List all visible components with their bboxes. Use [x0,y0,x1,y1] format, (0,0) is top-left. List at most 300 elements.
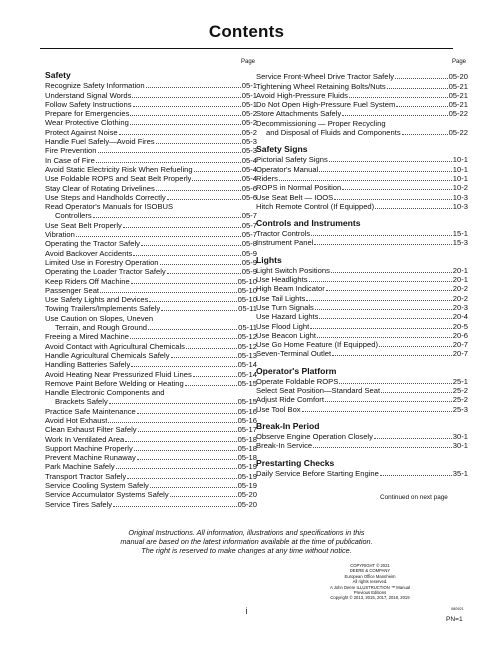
dot-leader [148,329,237,330]
toc-entry-page: 05-19 [237,471,257,481]
toc-entry [45,407,257,416]
dot-leader [339,383,451,384]
toc-entry [45,100,257,109]
toc-entry [256,109,468,118]
toc-entry-title: Use Headlights [256,275,308,285]
toc-entry [256,238,468,247]
toc-entry-page: 05-10 [237,285,257,295]
dot-leader [309,281,452,282]
toc-entry [45,258,257,267]
toc-entry-page: 05-16 [237,406,257,416]
toc-entry-title: Passenger Seat [45,285,100,295]
toc-entry-title: Park Machine Safely [45,462,115,472]
toc-entry-title: Service Front-Wheel Drive Tractor Safely [256,72,394,82]
toc-entry [45,397,257,406]
toc-entry-page: 05-11 [238,323,257,333]
toc-entry-title: Operating the Loader Tractor Safely [45,267,166,277]
toc-entry-title: Avoid Backover Accidents [45,248,133,258]
dot-leader [130,115,240,116]
toc-entry-title: Use Turn Signals [256,302,314,312]
toc-entry-title: Follow Safety Instructions [45,99,132,109]
page-column-label: Page [240,59,255,65]
toc-entry [256,469,468,478]
toc-entry-title: Handle Fuel Safely—Avoid Fires [45,137,155,147]
toc-entry [256,294,468,303]
toc-entry-title: Use Tool Box [256,404,301,414]
toc-entry-title: Decommissioning — Proper Recycling [256,118,386,128]
toc-entry [45,267,257,276]
dot-leader [332,355,452,356]
toc-entry-page: 10-1 [452,155,468,165]
toc-entry-title: Work In Ventilated Area [45,434,125,444]
toc-entry-page: 20-4 [452,312,468,322]
toc-entry [45,379,257,388]
dot-leader [319,318,451,319]
toc-entry-title: High Beam Indicator [256,284,325,294]
toc-entry-title: Light Switch Positions [256,265,330,275]
toc-section-heading: Prestarting Checks [256,457,335,468]
toc-entry [256,275,468,284]
dot-leader [167,199,241,200]
toc-entry-title: Vibration [45,230,75,240]
toc-entry [45,490,257,499]
dot-leader [314,244,451,245]
toc-entry-title: Read Operator's Manuals for ISOBUS [45,202,174,212]
toc-entry [45,425,257,434]
toc-entry-title: Fire Prevention [45,146,97,156]
toc-entry-page: 05-21 [448,81,468,91]
dot-leader [375,208,452,209]
toc-entry-page: 05-18 [237,443,257,453]
copyright-line: All rights reserved. [352,579,388,585]
toc-entry-title: Support Machine Properly [45,443,133,453]
dot-leader [100,292,237,293]
page-column-label: Page [451,59,466,65]
toc-entry [256,377,468,386]
toc-entry-page: 05-2 [241,109,257,119]
toc-entry [256,266,468,275]
toc-entry-page: 05-2 [241,127,257,137]
dot-leader [108,422,236,423]
toc-entry-page: 05-19 [237,481,257,491]
toc-entry-page: 10-1 [452,173,468,183]
toc-entry-page: 05-21 [448,90,468,100]
toc-entry [256,331,468,340]
dot-leader [116,468,237,469]
dot-leader [317,337,452,338]
toc-entry-page: 05-1 [241,81,257,91]
dot-leader [342,115,447,116]
toc-entry-title: Seven-Terminal Outlet [256,349,332,359]
dot-leader [380,475,452,476]
dot-leader [133,106,241,107]
toc-entry-title: Keep Riders Off Machine [45,276,130,286]
toc-section [256,255,468,359]
dot-leader [127,478,236,479]
toc-entry-page: 05-15 [237,378,257,388]
toc-entry-page: 25-1 [452,376,468,386]
dot-leader [192,180,240,181]
dot-leader [123,227,241,228]
toc-section-heading: Lights [256,254,282,265]
toc-entry-page: 20-6 [452,330,468,340]
toc-entry-page: 05-8 [241,239,257,249]
toc-entry-page: 05-14 [237,360,257,370]
dot-leader [132,97,240,98]
toc-entry-title: Handle Agricultural Chemicals Safely [45,350,170,360]
dot-leader [310,328,452,329]
toc-entry-title: ROPS in Normal Position [256,183,342,193]
dot-leader [379,346,452,347]
dot-leader [150,487,237,488]
toc-entry-title: Clean Exhaust Filter Safely [45,425,137,435]
toc-entry-page: 05-6 [241,192,257,202]
toc-entry-page: 20-2 [452,293,468,303]
toc-entry-title: Service Tires Safely [45,499,113,509]
continued-note: Continued on next page [380,494,448,501]
toc-entry [45,472,257,481]
toc-section [256,366,468,414]
toc-entry-title: Prevent Machine Runaway [45,453,136,463]
dot-leader [374,438,452,439]
dot-leader [319,171,452,172]
toc-entry [45,193,257,202]
toc-entry [45,156,257,165]
toc-entry-title: Protect Against Noise [45,127,118,137]
dot-leader [96,162,241,163]
toc-sections [45,70,257,509]
toc-entry [45,286,257,295]
toc-entry-page: 20-1 [452,265,468,275]
dot-leader [313,447,452,448]
toc-entry-title: Use Caution on Slopes, Uneven [45,313,154,323]
dot-leader [131,283,237,284]
toc-entry-title: Freeing a Mired Machine [45,332,129,342]
toc-entry-page: 05-9 [241,248,257,258]
toc-entry-title-cont: Brackets Safely [55,397,108,407]
toc-entry-title: Instrument Panel [256,238,314,248]
toc-entry [256,312,468,321]
toc-section-heading: Operator's Platform [256,365,337,376]
toc-entry-title: Handle Electronic Components and [45,388,165,398]
toc-entry [45,249,257,258]
toc-entry [45,342,257,351]
toc-entry [256,165,468,174]
toc-entry-page: 05-9 [241,267,257,277]
copyright-line: European Office Mannheim [344,573,396,579]
dot-leader [156,190,241,191]
toc-entry [256,72,468,81]
dot-leader [349,97,448,98]
notice-line: manual are based on the latest information available at the time of publication. [120,537,373,547]
toc-entry-title: Use Seat Belt — IOOS [256,192,334,202]
toc-entry-page: 05-3 [241,137,257,147]
toc-entry-title: Stay Clear of Rotating Drivelines [45,183,155,193]
dot-leader [76,236,241,237]
toc-entry [45,295,257,304]
toc-entry-page: 05-12 [237,332,257,342]
toc-entry [256,405,468,414]
toc-entry [45,118,257,127]
toc-entry-title: Transport Tractor Safely [45,471,127,481]
dot-leader [160,264,241,265]
toc-entry [256,91,468,100]
toc-entry [45,453,257,462]
dot-leader [193,376,237,377]
toc-entry [256,349,468,358]
toc-entry-title: Hitch Remote Control (If Equipped) [256,201,375,211]
toc-section [256,144,468,211]
dot-leader [130,338,237,339]
toc-entry [45,332,257,341]
dot-leader [109,403,237,404]
toc-entry [45,137,257,146]
toc-entry-title: Service Accumulator Systems Safely [45,490,169,500]
toc-entry-title-cont: Terrain, and Rough Ground [55,323,148,333]
toc-entry [45,128,257,137]
toc-entry [45,146,257,155]
toc-entry [45,81,257,90]
toc-entry-page: 20-2 [452,284,468,294]
toc-entry-page: 05-20 [237,490,257,500]
toc-entry-title: Service Cooling System Safely [45,481,149,491]
toc-entry-page: 25-3 [452,404,468,414]
toc-entry [256,395,468,404]
toc-section-heading: Break-In Period [256,420,320,431]
page-title: Contents [208,22,285,41]
toc-entry [45,323,257,332]
toc-entry-page: 05-4 [241,174,257,184]
dot-leader [137,413,237,414]
toc-entry-page: 05-20 [237,499,257,509]
toc-entry-title: Avoid Static Electricity Risk When Refueling [45,164,193,174]
toc-entry-page: 05-7 [241,220,257,230]
toc-entry-title: Use Seat Belt Properly [45,220,122,230]
toc-entry [256,183,468,192]
toc-entry-page: 05-7 [241,230,257,240]
toc-entry-title: Operate Foldable ROPS [256,376,339,386]
toc-entry-page: 20-3 [452,302,468,312]
toc-entry-title: Recognize Safety Information [45,81,145,91]
dot-leader [125,441,236,442]
dot-leader [342,189,452,190]
dot-leader [186,348,237,349]
toc-entry-page: 15-3 [452,238,468,248]
toc-entry-page: 35-1 [452,468,468,478]
dot-leader [334,199,452,200]
toc-section [256,421,468,451]
dot-leader [387,88,448,89]
toc-entry-page: 05-4 [241,164,257,174]
toc-entry-title: Wear Protective Clothing [45,118,129,128]
toc-section [256,72,468,137]
toc-entry-page: 05-1 [241,99,257,109]
toc-entry-title: Observe Engine Operation Closely [256,431,373,441]
toc-entry-title: Use Beacon Light [256,330,316,340]
toc-entry-title: Pictorial Safety Signs [256,155,328,165]
toc-entry-page: 05-14 [237,369,257,379]
dot-leader [170,496,237,497]
toc-entry-page: 05-21 [448,100,468,110]
toc-entry [256,82,468,91]
toc-entry-page: 05-11 [238,304,257,314]
toc-entry [45,239,257,248]
toc-entry-title: Limited Use in Forestry Operation [45,257,159,267]
dot-leader [329,161,452,162]
toc-entry-title: Towing Trailers/Implements Safely [45,304,161,314]
toc-entry-page: 05-6 [241,183,257,193]
toc-entry-page: 05-2 [241,118,257,128]
dot-leader [395,78,448,79]
dot-leader [149,301,236,302]
copyright-line: Copyright © 2013, 2015, 2017, 2018, 2019 [330,595,410,601]
toc-entry [256,193,468,202]
document-id: 080921 [451,607,464,611]
toc-entry-page: 05-1 [241,90,257,100]
page-folio: i [245,606,248,616]
toc-section-heading: Safety [45,70,71,81]
toc-entry-title: Avoid Heating Near Pressurized Fluid Lines [45,369,192,379]
pn-number: PN=1 [446,616,463,623]
toc-entry-title-cont: and Disposal of Fluids and Components [266,128,401,138]
dot-leader [325,401,452,402]
toc-section-heading: Controls and Instruments [256,218,361,229]
dot-leader [279,180,452,181]
toc-entry-page: 05-16 [237,415,257,425]
toc-entry-title: Use Flood Light [256,321,310,331]
toc-entry-page: 20-7 [452,349,468,359]
dot-leader [146,87,241,88]
dot-leader [306,300,452,301]
notice-line: The right is reserved to make changes at any time without notice. [141,546,352,556]
dot-leader [161,310,237,311]
dot-leader [326,290,452,291]
toc-entry-page: 15-1 [452,229,468,239]
toc-entry [256,386,468,395]
toc-entry-page: 05-22 [448,128,468,138]
toc-entry-page: 30-1 [452,431,468,441]
toc-entry [256,155,468,164]
toc-entry-page: 05-3 [241,146,257,156]
toc-entry-title: Use Tail Lights [256,293,306,303]
toc-entry-page: 05-4 [241,155,257,165]
dot-leader [331,272,452,273]
toc-entry [45,165,257,174]
toc-entry [45,481,257,490]
toc-entry-title: Prepare for Emergencies [45,109,130,119]
toc-entry [45,444,257,453]
toc-entry-title: Adjust Ride Comfort [256,395,324,405]
toc-entry-title: Operator's Manual [256,164,319,174]
toc-entry-page: 05-18 [237,453,257,463]
toc-entry [256,284,468,293]
toc-section-heading: Safety Signs [256,144,308,155]
toc-entry-page: 05-18 [237,434,257,444]
toc-entry-page: 05-15 [237,397,257,407]
toc-entry [45,221,257,230]
dot-leader [156,143,241,144]
toc-entry [256,303,468,312]
toc-entry-title: Practice Safe Maintenance [45,406,136,416]
toc-entry-page: 05-22 [448,109,468,119]
dot-leader [194,171,241,172]
toc-entry-title: Use Steps and Handholds Correctly [45,192,166,202]
dot-leader [171,357,237,358]
dot-leader [141,245,241,246]
toc-entry-title: Use Foldable ROPS and Seat Belt Properly [45,174,192,184]
toc-entry [256,174,468,183]
toc-entry-page: 05-10 [237,276,257,286]
toc-entry-page: 20-5 [452,321,468,331]
toc-entry-page: 05-19 [237,462,257,472]
toc-entry-page: 20-1 [452,275,468,285]
toc-entry-page: 25-2 [452,395,468,405]
toc-entry-page: 05-9 [241,257,257,267]
toc-entry-title: Operating the Tractor Safely [45,239,140,249]
toc-entry-page: 05-13 [237,350,257,360]
toc-entry-title: Avoid High-Pressure Fluids [256,90,348,100]
dot-leader [133,255,241,256]
toc-entry-page: 05-10 [237,295,257,305]
toc-entry-title: Use Hazard Lights [256,312,319,322]
toc-entry-title: Store Attachments Safely [256,109,342,119]
toc-entry-page: 05-12 [237,341,257,351]
toc-entry-page: 30-1 [452,441,468,451]
toc-entry-page: 25-2 [452,386,468,396]
toc-right-column [256,58,468,485]
toc-entry-page: 10-3 [452,201,468,211]
toc-sections [256,72,468,478]
toc-entry-title: Daily Service Before Starting Engine [256,468,379,478]
dot-leader [402,134,448,135]
toc-entry-title: Remove Paint Before Welding or Heating [45,378,184,388]
toc-entry [45,370,257,379]
copyright-line: A John Deere ILLUSTRUCTION ™ Manual [329,584,411,590]
toc-entry [256,128,468,137]
dot-leader [185,385,237,386]
toc-entry-title: Handling Batteries Safely [45,360,131,370]
toc-entry-title: Use Safety Lights and Devices [45,295,149,305]
toc-entry-title: Tractor Controls [256,229,311,239]
toc-entry-title: Riders [256,173,278,183]
notice-line: Original Instructions. All information, illustrations and specifications in this [128,528,365,537]
toc-entry-page: 05-7 [241,211,257,221]
toc-section [45,70,257,509]
toc-entry-title: In Case of Fire [45,155,95,165]
dot-leader [137,459,237,460]
toc-entry-page: 05-17 [237,425,257,435]
toc-entry-title: Select Seat Position—Standard Seat [256,386,381,396]
toc-entry-title: Avoid Contact with Agricultural Chemicals [45,341,185,351]
dot-leader [119,134,241,135]
toc-entry [45,304,257,313]
toc-section [256,218,468,248]
dot-leader [134,450,237,451]
toc-entry [45,435,257,444]
toc-entry-title: Understand Signal Words [45,90,132,100]
toc-entry [45,462,257,471]
toc-entry [45,184,257,193]
dot-leader [130,124,241,125]
toc-entry-title: Break-In Service [256,441,313,451]
toc-entry [45,91,257,100]
dot-leader [315,309,452,310]
dot-leader [131,366,236,367]
toc-entry [45,277,257,286]
toc-entry-page: 05-20 [448,72,468,82]
toc-entry-page: 10-1 [452,164,468,174]
toc-left-column [45,58,257,516]
